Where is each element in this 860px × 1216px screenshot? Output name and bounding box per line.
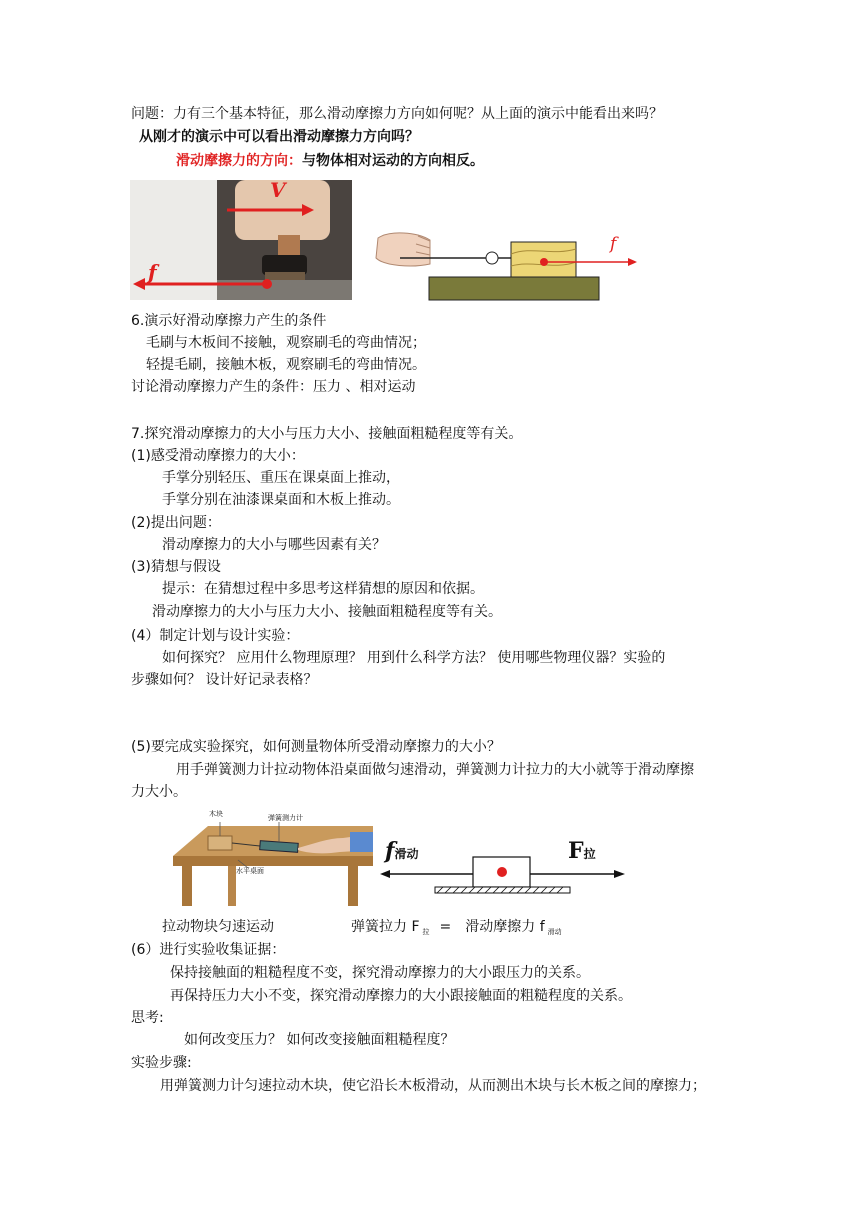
question-text: 问题：力有三个基本特征，那么滑动摩擦力方向如何呢？从上面的演示中能看出来吗？ [131,106,663,122]
s5-line1: 用手弹簧测力计拉动物体沿桌面做匀速滑动，弹簧测力计拉力的大小就等于滑动摩擦 [176,762,694,778]
section6-title: 6.演示好滑动摩擦力产生的条件 [131,313,327,329]
block-label: 木块 [209,810,223,818]
f-letter: f [385,838,395,864]
s2-line1: 滑动摩擦力的大小与哪些因素有关？ [162,537,386,553]
caption-pull: 弹簧拉力 F [351,919,420,935]
s2-title: (2)提出问题： [131,515,221,531]
caption-equals: = [439,919,452,935]
direction-statement [176,151,484,171]
velocity-label: V [270,178,286,202]
f-sub: 滑动 [394,847,419,861]
question2-text: 从刚才的演示中可以看出滑动摩擦力方向吗？ [139,129,419,145]
s6-line2: 再保持压力大小不变，探究滑动摩擦力的大小跟接触面的粗糙程度的关系。 [170,988,632,1004]
think-title: 思考: [131,1010,164,1026]
s5-title: (5)要完成实验探究，如何测量物体所受滑动摩擦力的大小？ [131,739,501,755]
s6-title: (6）进行实验收集证据： [131,942,286,958]
s4-title: (4）制定计划与设计实验： [131,628,300,644]
section7-title: 7.探究滑动摩擦力的大小与压力大小、接触面粗糙程度等有关。 [131,426,523,442]
s3-line2: 滑动摩擦力的大小与压力大小、接触面粗糙程度等有关。 [152,604,502,620]
friction-label-right: f [610,234,617,254]
s6-line1: 保持接触面的粗糙程度不变，探究滑动摩擦力的大小跟压力的关系。 [170,965,590,981]
caption-friction-sub: 滑动 [547,928,562,936]
F-letter: F [568,838,584,864]
section6-line1: 毛刷与木板间不接触，观察刷毛的弯曲情况； [146,335,426,351]
caption-formula [351,917,568,942]
friction-label-left: f [148,260,157,284]
steps-title: 实验步骤: [131,1055,192,1071]
block-on-board-diagram [372,222,644,304]
think-line1: 如何改变压力？ 如何改变接触面粗糙程度？ [184,1032,455,1048]
f-sliding-label [385,838,419,864]
section6-line3: 讨论滑动摩擦力产生的条件：压力 、相对运动 [131,379,416,395]
section6-line2: 轻提毛刷，接触木板，观察刷毛的弯曲情况。 [146,357,426,373]
F-sub: 拉 [583,847,596,861]
s1-title: (1)感受滑动摩擦力的大小： [131,448,305,464]
direction-label: 滑动摩擦力的方向： [176,153,302,169]
caption-pull-sub: 拉 [422,928,430,936]
F-pull-label [568,838,596,864]
s5-line2: 力大小。 [131,784,187,800]
s1-line1: 手掌分别轻压、重压在课桌面上推动， [162,470,400,486]
s4-line1: 如何探究？ 应用什么物理原理？ 用到什么科学方法？ 使用哪些物理仪器？实验的 [162,650,666,666]
s3-title: (3)猜想与假设 [131,559,221,575]
direction-text: 与物体相对运动的方向相反。 [302,153,484,169]
s1-line2: 手掌分别在油漆课桌面和木板上推动。 [162,492,400,508]
brush-demo-image [130,180,352,300]
steps-line1: 用弹簧测力计匀速拉动木块，使它沿长木板滑动，从而测出木块与长木板之间的摩擦力； [160,1078,706,1094]
meter-label: 弹簧测力计 [268,814,303,822]
s3-line1: 提示：在猜想过程中多思考这样猜想的原因和依据。 [162,581,484,597]
surface-label: 水平桌面 [236,867,264,875]
caption-left: 拉动物块匀速运动 [162,919,274,935]
s4-line2: 步骤如何？ 设计好记录表格？ [131,672,318,688]
caption-friction: 滑动摩擦力 f [465,919,545,935]
